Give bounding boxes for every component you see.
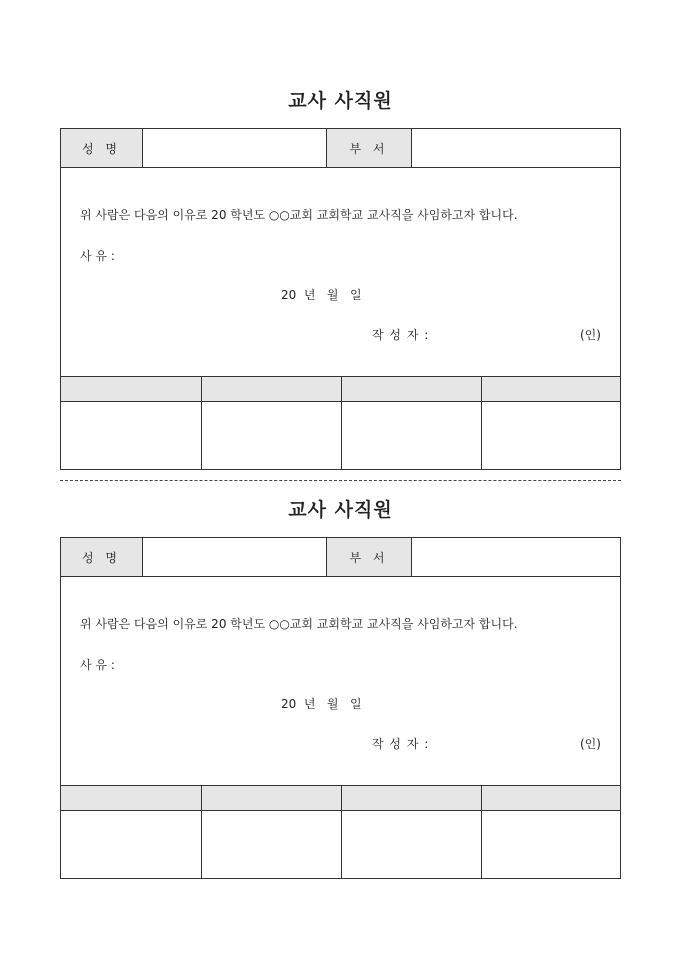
seal-text: (인) [580,737,601,751]
name-label: 성 명 [61,129,142,167]
name-label: 성 명 [61,538,142,576]
approval-grid [61,786,620,878]
author-label: 작 성 자 : [372,737,430,751]
approval-cell[interactable] [341,786,481,878]
form-body [61,577,620,786]
approval-grid [61,377,620,469]
form-body [61,168,620,377]
dept-field[interactable] [411,129,620,167]
seal-text: (인) [580,328,601,342]
approval-cell[interactable] [61,786,201,878]
approval-cell[interactable] [201,786,341,878]
header-row [61,129,620,168]
statement-text: 위 사람은 다음의 이유로 20 학년도 ○○교회 교회학교 교사직을 사임하고자 합니다. [80,208,518,222]
name-field[interactable] [142,538,326,576]
form-table [60,537,621,879]
approval-cell[interactable] [61,377,201,469]
header-row [61,538,620,577]
date-text: 20 년 월 일 [281,697,362,711]
reason-label: 사 유 : [80,249,115,263]
dept-field[interactable] [411,538,620,576]
form-title: 교사 사직원 [288,499,393,521]
statement-text: 위 사람은 다음의 이유로 20 학년도 ○○교회 교회학교 교사직을 사임하고자 합니다. [80,617,518,631]
reason-label: 사 유 : [80,658,115,672]
approval-cell[interactable] [201,377,341,469]
author-label: 작 성 자 : [372,328,430,342]
approval-cell[interactable] [341,377,481,469]
dept-label: 부 서 [326,538,411,576]
approval-cell[interactable] [481,377,620,469]
form-table [60,128,621,470]
date-text: 20 년 월 일 [281,288,362,302]
cut-line-divider [60,480,621,481]
form-title: 교사 사직원 [288,90,393,112]
dept-label: 부 서 [326,129,411,167]
name-field[interactable] [142,129,326,167]
approval-cell[interactable] [481,786,620,878]
